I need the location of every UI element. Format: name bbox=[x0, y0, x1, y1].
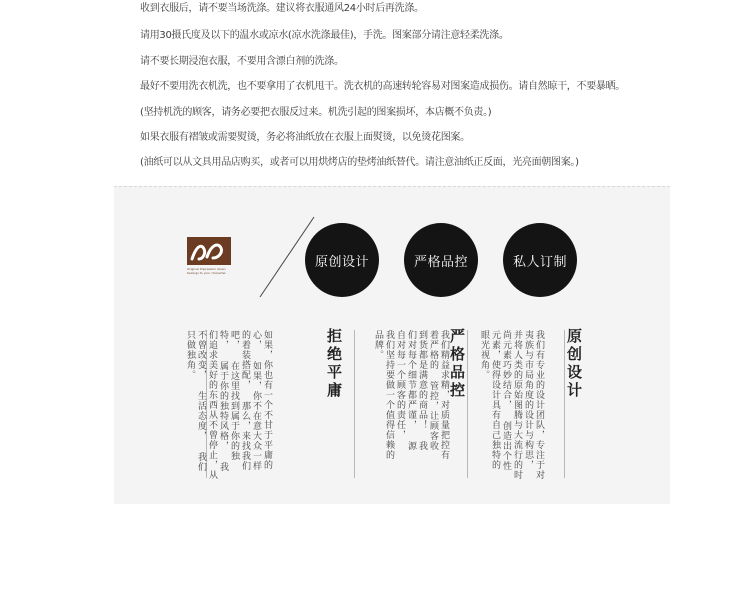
care-line: 请不要长期浸泡衣服，不要用含漂白剂的洗涤。 bbox=[140, 56, 344, 67]
column-line: 眼光视角。 bbox=[479, 330, 489, 380]
column-line: 我们有专业的设计团队，专注于对 bbox=[534, 330, 544, 480]
column-line: 属于你的独特风格， bbox=[218, 361, 228, 451]
column-line: 夷族与市局角度的设计与构思， bbox=[523, 330, 533, 470]
brand-tagline: belongs to your character bbox=[187, 271, 226, 275]
brand-tagline: Original Impression Gown bbox=[187, 267, 226, 271]
care-line: (油纸可以从文具用品店购买，或者可以用烘烤店的垫烤油纸替代。请注意油纸正反面，光亮面朝图案。) bbox=[140, 157, 579, 168]
column-title: 原创设计 bbox=[565, 328, 583, 400]
care-line: 收到衣服后，请不要当场洗涤。建议将衣服通风24小时后再洗涤。 bbox=[140, 3, 424, 14]
column-line: 那么，来找我们吧， bbox=[229, 330, 250, 471]
badge-custom-order: 私人订制 bbox=[503, 223, 577, 297]
badge-original-design: 原创设计 bbox=[305, 223, 379, 297]
column-line: 在这里找到属于你的独特， bbox=[218, 330, 239, 461]
column-line: 我们只做独角。 bbox=[185, 330, 206, 472]
column-text-unique bbox=[184, 330, 272, 480]
column-divider bbox=[354, 330, 355, 478]
column-text-original bbox=[478, 330, 544, 480]
column-line: 我们追求美好的东西从不曾停止，从不曾改变， bbox=[196, 330, 228, 480]
column-title: 拒绝平庸 bbox=[325, 328, 343, 400]
feature-panel bbox=[114, 186, 670, 504]
care-line: 最好不要用洗衣机洗，也不要拿用了衣机甩干。洗衣机的高速转轮容易对图案造成损伤。请自然晾干，不要暴晒。 bbox=[140, 81, 625, 92]
column-divider bbox=[467, 330, 468, 478]
care-line: (坚持机洗的顾客，请务必要把衣服反过来。机洗引起的图案损坏，本店概不负责。) bbox=[140, 107, 492, 118]
column-line: 我们坚持要做一个值得信赖的品牌。 bbox=[373, 330, 394, 460]
column-line: 管控，让顾客收到货都是满意的商品！ bbox=[417, 330, 438, 451]
badge-quality-control: 严格品控 bbox=[404, 223, 478, 297]
column-line: 创造出个性元素，使得设计具有自己独特的 bbox=[490, 330, 511, 471]
care-line: 如果衣服有褶皱或需要熨烫，务必将油纸放在衣服上面熨烫，以免烫花图案。 bbox=[140, 132, 470, 143]
column-line: 并将人类的原始图腾与大流行的时尚元素巧妙结合， bbox=[501, 330, 522, 480]
column-line: 生活态度， bbox=[196, 391, 206, 441]
column-line: 如果，你也有一个不甘于平庸的心， bbox=[251, 330, 272, 470]
column-divider bbox=[564, 330, 565, 478]
column-line: 如果，你不在意大众一样的着装搭配， bbox=[240, 330, 261, 471]
column-title: 严格品控 bbox=[448, 328, 466, 400]
column-line: 源自对每一个顾客的责任， bbox=[395, 330, 416, 451]
column-line: 我们对每个细节都严谨， bbox=[406, 330, 427, 451]
column-line: 我们精益求精，对质量把控有着严格的 bbox=[428, 330, 449, 460]
column-text-quality bbox=[372, 330, 449, 460]
care-line: 请用30摄氏度及以下的温水或凉水(凉水洗涤最佳)，手洗。图案部分请注意轻柔洗涤。 bbox=[140, 30, 509, 41]
